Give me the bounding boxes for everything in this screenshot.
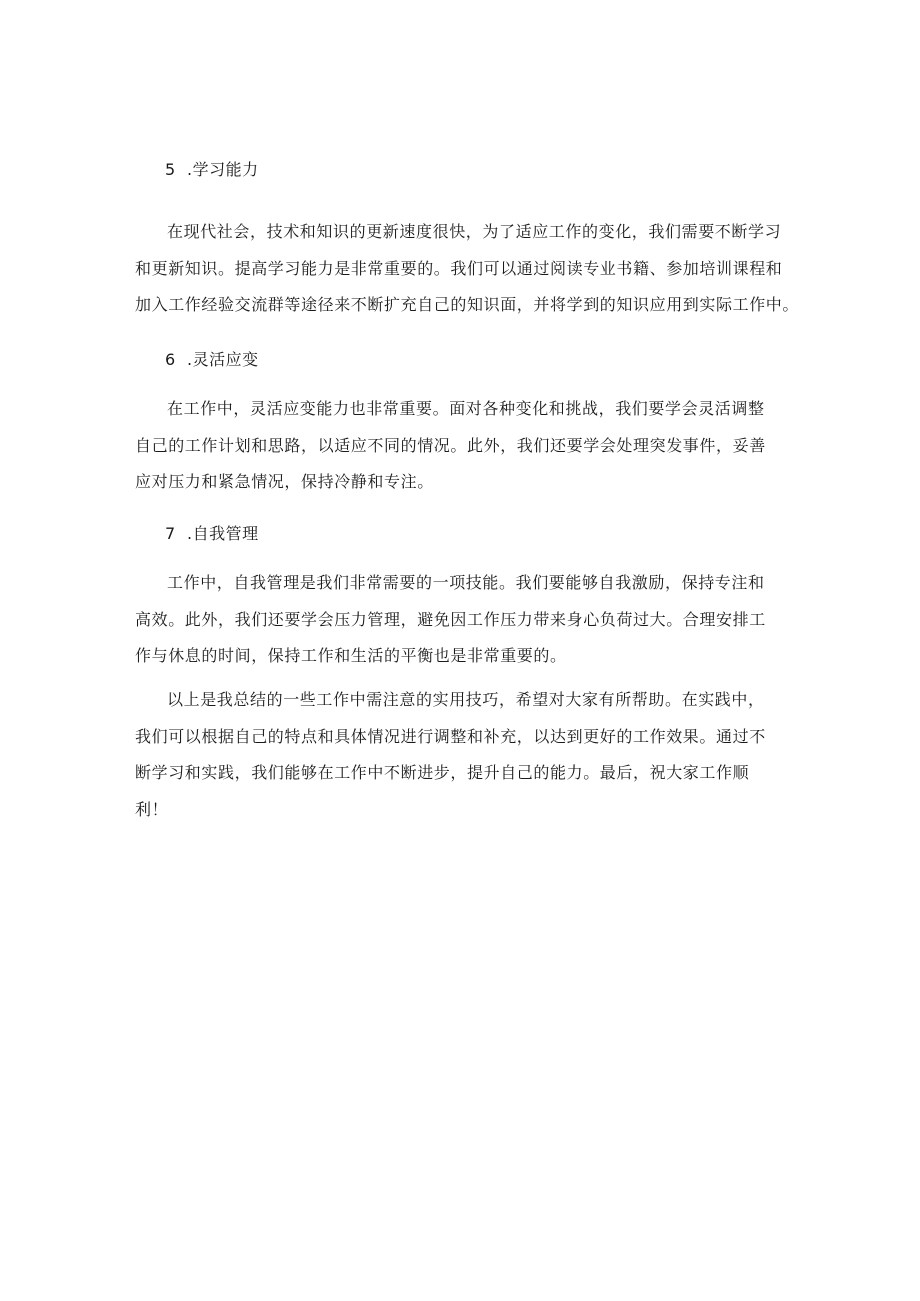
- paragraph-line: 工作中，自我管理是我们非常需要的一项技能。我们要能够自我激励，保持专注和: [167, 573, 765, 592]
- closing-paragraph: [135, 682, 800, 828]
- paragraph-line: 和更新知识。提高学习能力是非常重要的。我们可以通过阅读专业书籍、参加培训课程和: [135, 258, 783, 278]
- section-paragraph-5: [135, 214, 800, 324]
- paragraph-line: 在工作中，灵活应变能力也非常重要。面对各种变化和挑战，我们要学会灵活调整: [167, 399, 765, 418]
- section-number: 7: [165, 524, 176, 543]
- section-title: .自我管理: [187, 524, 259, 543]
- section-title: .学习能力: [187, 160, 259, 179]
- paragraph-line: 以上是我总结的一些工作中需注意的实用技巧，希望对大家有所帮助。在实践中，: [167, 690, 765, 709]
- section-heading-5: [165, 158, 259, 182]
- section-title: .灵活应变: [187, 350, 259, 369]
- paragraph-line: 断学习和实践，我们能够在工作中不断进步，提升自己的能力。最后，祝大家工作顺: [135, 763, 750, 782]
- section-paragraph-6: [135, 391, 800, 501]
- paragraph-line: 应对压力和紧急情况，保持冷静和专注。: [135, 472, 434, 491]
- section-heading-6: [165, 348, 259, 372]
- paragraph-line: 我们可以根据自己的特点和具体情况进行调整和补充，以达到更好的工作效果。通过不: [135, 726, 766, 746]
- section-number: 5: [165, 160, 176, 179]
- paragraph-line: 加入工作经验交流群等途径来不断扩充自己的知识面，并将学到的知识应用到实际工作中。: [135, 295, 800, 314]
- paragraph-line: 在现代社会，技术和知识的更新速度很快，为了适应工作的变化，我们需要不断学习: [167, 222, 782, 241]
- paragraph-line: 自己的工作计划和思路，以适应不同的情况。此外，我们还要学会处理突发事件，妥善: [135, 435, 766, 455]
- section-heading-7: [165, 522, 259, 546]
- paragraph-line: 高效。此外，我们还要学会压力管理，避免因工作压力带来身心负荷过大。合理安排工: [135, 609, 766, 629]
- paragraph-line: 利！: [135, 799, 169, 819]
- section-paragraph-7: [135, 565, 800, 675]
- section-number: 6: [165, 350, 176, 369]
- paragraph-line: 作与休息的时间，保持工作和生活的平衡也是非常重要的。: [135, 646, 567, 665]
